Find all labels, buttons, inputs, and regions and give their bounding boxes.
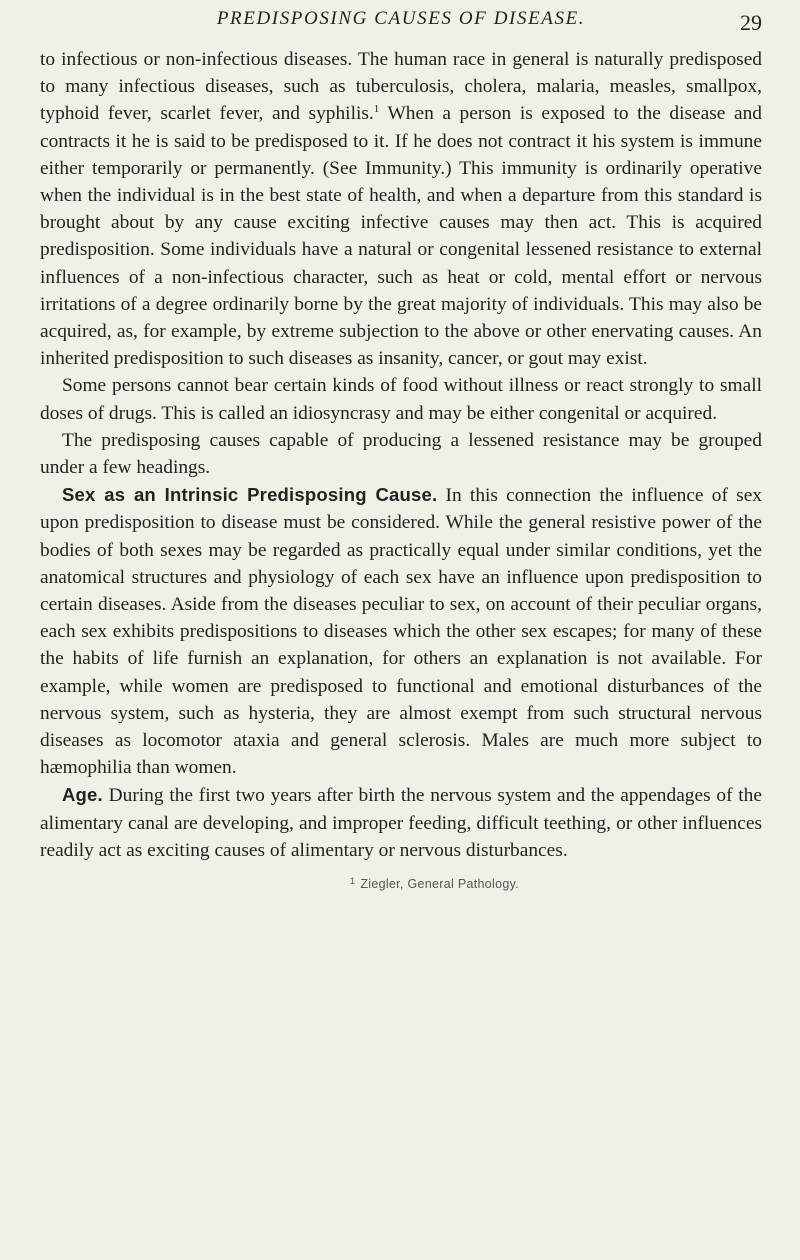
paragraph-text: to infectious or non-infectious diseases. The human race in general is naturally predisposed to many infectious diseases, such as tuberculosis, cholera, malaria, measles, smallpox, typhoid fever, scarlet fever, and syphilis. [40, 49, 762, 125]
body-text [40, 46, 762, 864]
running-title: PREDISPOSING CAUSES OF DISEASE. [216, 8, 586, 29]
paragraph-age [40, 781, 762, 864]
paragraph-headings [40, 427, 762, 481]
page-number: 29 [740, 10, 762, 35]
section-heading-sex: Sex as an Intrinsic Predisposing Cause. [62, 484, 438, 506]
paragraph-idiosyncrasy [40, 372, 762, 426]
paragraph-sex [40, 481, 762, 781]
footnote [40, 876, 762, 891]
paragraph-text: Some persons cannot bear certain kinds of food without illness or react strongly to small doses of drugs. This is called an idiosyncrasy and may be either congenital or acquired. [40, 375, 762, 424]
paragraph-predisposition [40, 46, 762, 372]
footnote-text: Ziegler, General Pathology. [360, 877, 519, 892]
running-head [40, 6, 762, 46]
paragraph-text: When a person is exposed to the disease and contracts it he is said to be predisposed to it. If he does not contract it his system is immune either temporarily or permanently. (See Immunity.) This immunity is ordinarily operative when the individual is in the best state of health, and when a departure from this standard is brought about by any cause exciting infective causes may then act. This is acquired predisposition. Some individuals have a natural or congenital lessened resistance to external influences of a non-infectious character, such as heat or cold, mental effort or nervous irritations of a degree ordinarily borne by the great majority of individuals. This may also be acquired, as, for example, by extreme subjection to the above or other enervating causes. An inherited predisposition to such diseases as insanity, cancer, or gout may exist. [40, 103, 762, 370]
paragraph-text: During the first two years after birth the nervous system and the appendages of the alimentary canal are developing, and improper feeding, difficult teething, or other influences readily act as exciting causes of alimentary or nervous disturbances. [40, 785, 762, 861]
section-heading-age: Age. [62, 784, 103, 806]
paragraph-text: The predisposing causes capable of producing a lessened resistance may be grouped under a few headings. [40, 429, 762, 479]
footnote-reference: 1 [373, 103, 380, 116]
footnote-marker: 1 [350, 876, 356, 887]
paragraph-text: In this connection the influence of sex upon predisposition to disease must be considered. While the general resistive power of the bodies of both sexes may be regarded as practically equal under similar conditions, yet the anatomical structures and physiology of each sex have an influence upon predisposition to certain diseases. Aside from the diseases peculiar to sex, on account of their peculiar organs, each sex exhibits predispositions to diseases which the other sex escapes; for many of these the habits of life furnish an explanation, for others an explanation is not available. For example, while women are predisposed to functional and emotional disturbances of the nervous system, such as hysteria, they are almost exempt from such structural nervous diseases as locomotor ataxia and general sclerosis. Males are much more subject to hæmophilia than women. [40, 485, 762, 779]
